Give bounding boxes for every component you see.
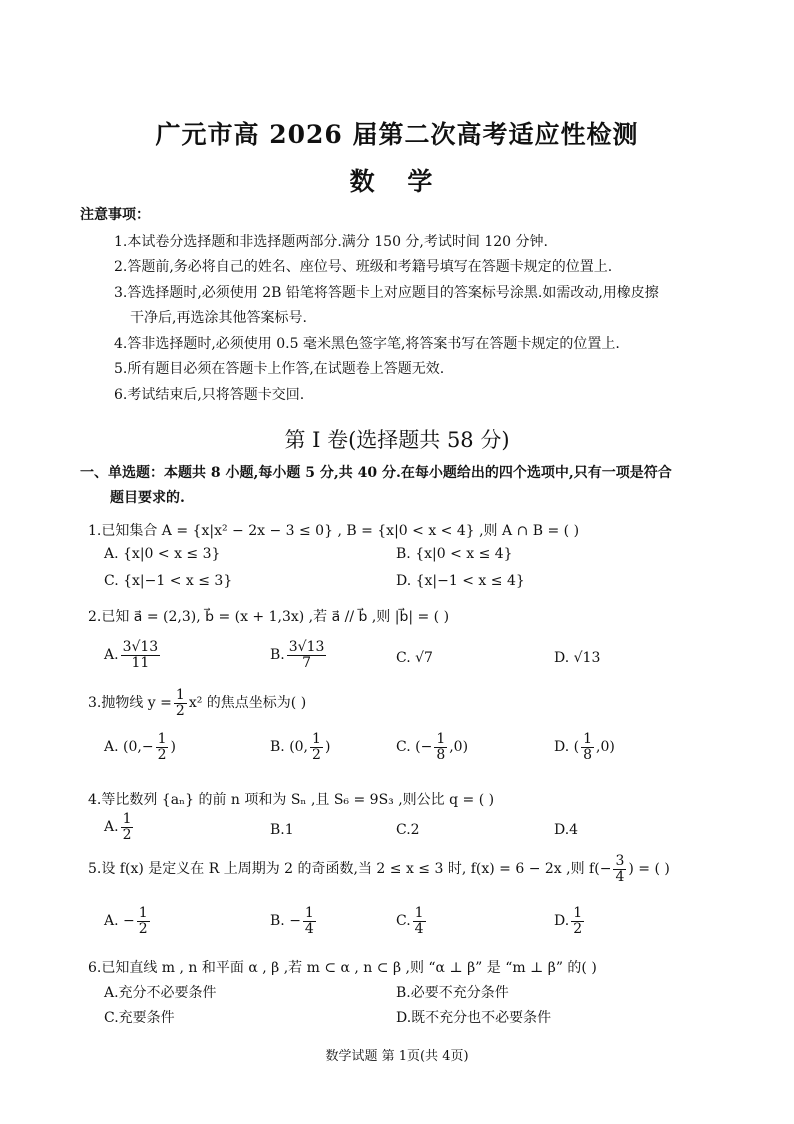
question-3-option-d: D. ( $\frac{1}{8}$ ,0): [554, 731, 615, 763]
question-5-option-a: A. − $\frac{1}{2}$: [104, 905, 148, 937]
question-4-option-c: C.2: [396, 822, 420, 838]
question-3-stem: 3.抛物线 y = $\frac{1}{2}$ x² 的焦点坐标为( ): [88, 687, 307, 719]
note-item: 4.答非选择题时,必须使用 0.5 毫米黑色签字笔,将答案书写在答题卡规定的位置上.: [114, 336, 620, 352]
subject-title: 数 学: [349, 167, 445, 196]
page-footer: 数学试题 第 1页(共 4页): [325, 1049, 469, 1064]
question-3-option-a: A. (0,− $\frac{1}{2}$ ): [104, 731, 176, 763]
question-2-option-c: C. √7: [396, 650, 433, 666]
note-item: 1.本试卷分选择题和非选择题两部分.满分 150 分,考试时间 120 分钟.: [114, 234, 548, 250]
note-item: 2.答题前,务必将自己的姓名、座位号、班级和考籍号填写在答题卡规定的位置上.: [114, 259, 613, 275]
question-3-option-b: B. (0, $\frac{1}{2}$ ): [270, 731, 331, 763]
question-4-option-d: D.4: [554, 822, 579, 838]
question-1-option-d: D. {x|−1 < x ≤ 4}: [396, 573, 525, 589]
question-6-option-b: B.必要不充分条件: [396, 985, 509, 1001]
question-5-option-d: D. $\frac{1}{2}$: [554, 905, 583, 937]
question-6-stem: 6.已知直线 m , n 和平面 α , β ,若 m ⊂ α , n ⊂ β ,则 “α ⊥ β” 是 “m ⊥ β” 的( ): [88, 960, 597, 976]
question-5-option-b: B. − $\frac{1}{4}$: [270, 905, 314, 937]
question-1-option-a: A. {x|0 < x ≤ 3}: [104, 546, 221, 562]
question-6-option-c: C.充要条件: [104, 1010, 175, 1026]
question-4-stem: 4.等比数列 {aₙ} 的前 n 项和为 Sₙ ,且 S₆ = 9S₃ ,则公比 q = ( ): [88, 792, 495, 808]
note-item: 6.考试结束后,只将答题卡交回.: [114, 387, 305, 403]
part-instructions-continued: 题目要求的.: [110, 490, 185, 506]
question-2-option-d: D. √13: [554, 650, 601, 666]
question-2-option-b: B. $\frac{3√13}{7}$: [270, 639, 325, 671]
note-item: 5.所有题目必须在答题卡上作答,在试题卷上答题无效.: [114, 361, 445, 377]
note-item: 3.答选择题时,必须使用 2B 铅笔将答题卡上对应题目的答案标号涂黑.如需改动,用橡皮擦: [114, 285, 659, 301]
notes-heading: 注意事项：: [80, 207, 150, 223]
note-item-continued: 干净后,再选涂其他答案标号.: [130, 310, 307, 326]
question-4-option-a: A. $\frac{1}{2}$: [104, 811, 132, 843]
exam-title: 广元市高 2026 届第二次高考适应性检测: [155, 120, 639, 149]
question-4-option-b: B.1: [270, 822, 294, 838]
question-3-option-c: C. (− $\frac{1}{8}$ ,0): [396, 731, 469, 763]
question-5-option-c: C. $\frac{1}{4}$: [396, 905, 424, 937]
section-title: 第 I 卷(选择题共 58 分): [284, 428, 510, 452]
question-5-stem: 5.设 f(x) 是定义在 R 上周期为 2 的奇函数,当 2 ≤ x ≤ 3 时, f(x) = 6 − 2x ,则 f(− $\frac{3}{4}$ ) = ( ): [88, 853, 670, 885]
question-1-stem: 1.已知集合 A = {x|x² − 2x − 3 ≤ 0} , B = {x|0 < x < 4} ,则 A ∩ B = ( ): [88, 523, 580, 539]
question-2-option-a: A. $\frac{3√13}{11}$: [104, 639, 159, 671]
question-1-option-c: C. {x|−1 < x ≤ 3}: [104, 573, 233, 589]
question-6-option-a: A.充分不必要条件: [104, 985, 217, 1001]
question-2-stem: 2.已知 a⃗ = (2,3), b⃗ = (x + 1,3x) ,若 a⃗ // b⃗ ,则 |b⃗| = ( ): [88, 609, 450, 625]
question-1-option-b: B. {x|0 < x ≤ 4}: [396, 546, 513, 562]
part-instructions: 一、单选题：本题共 8 小题,每小题 5 分,共 40 分.在每小题给出的四个选项中,只有一项是符合: [80, 465, 672, 481]
question-6-option-d: D.既不充分也不必要条件: [396, 1010, 552, 1026]
